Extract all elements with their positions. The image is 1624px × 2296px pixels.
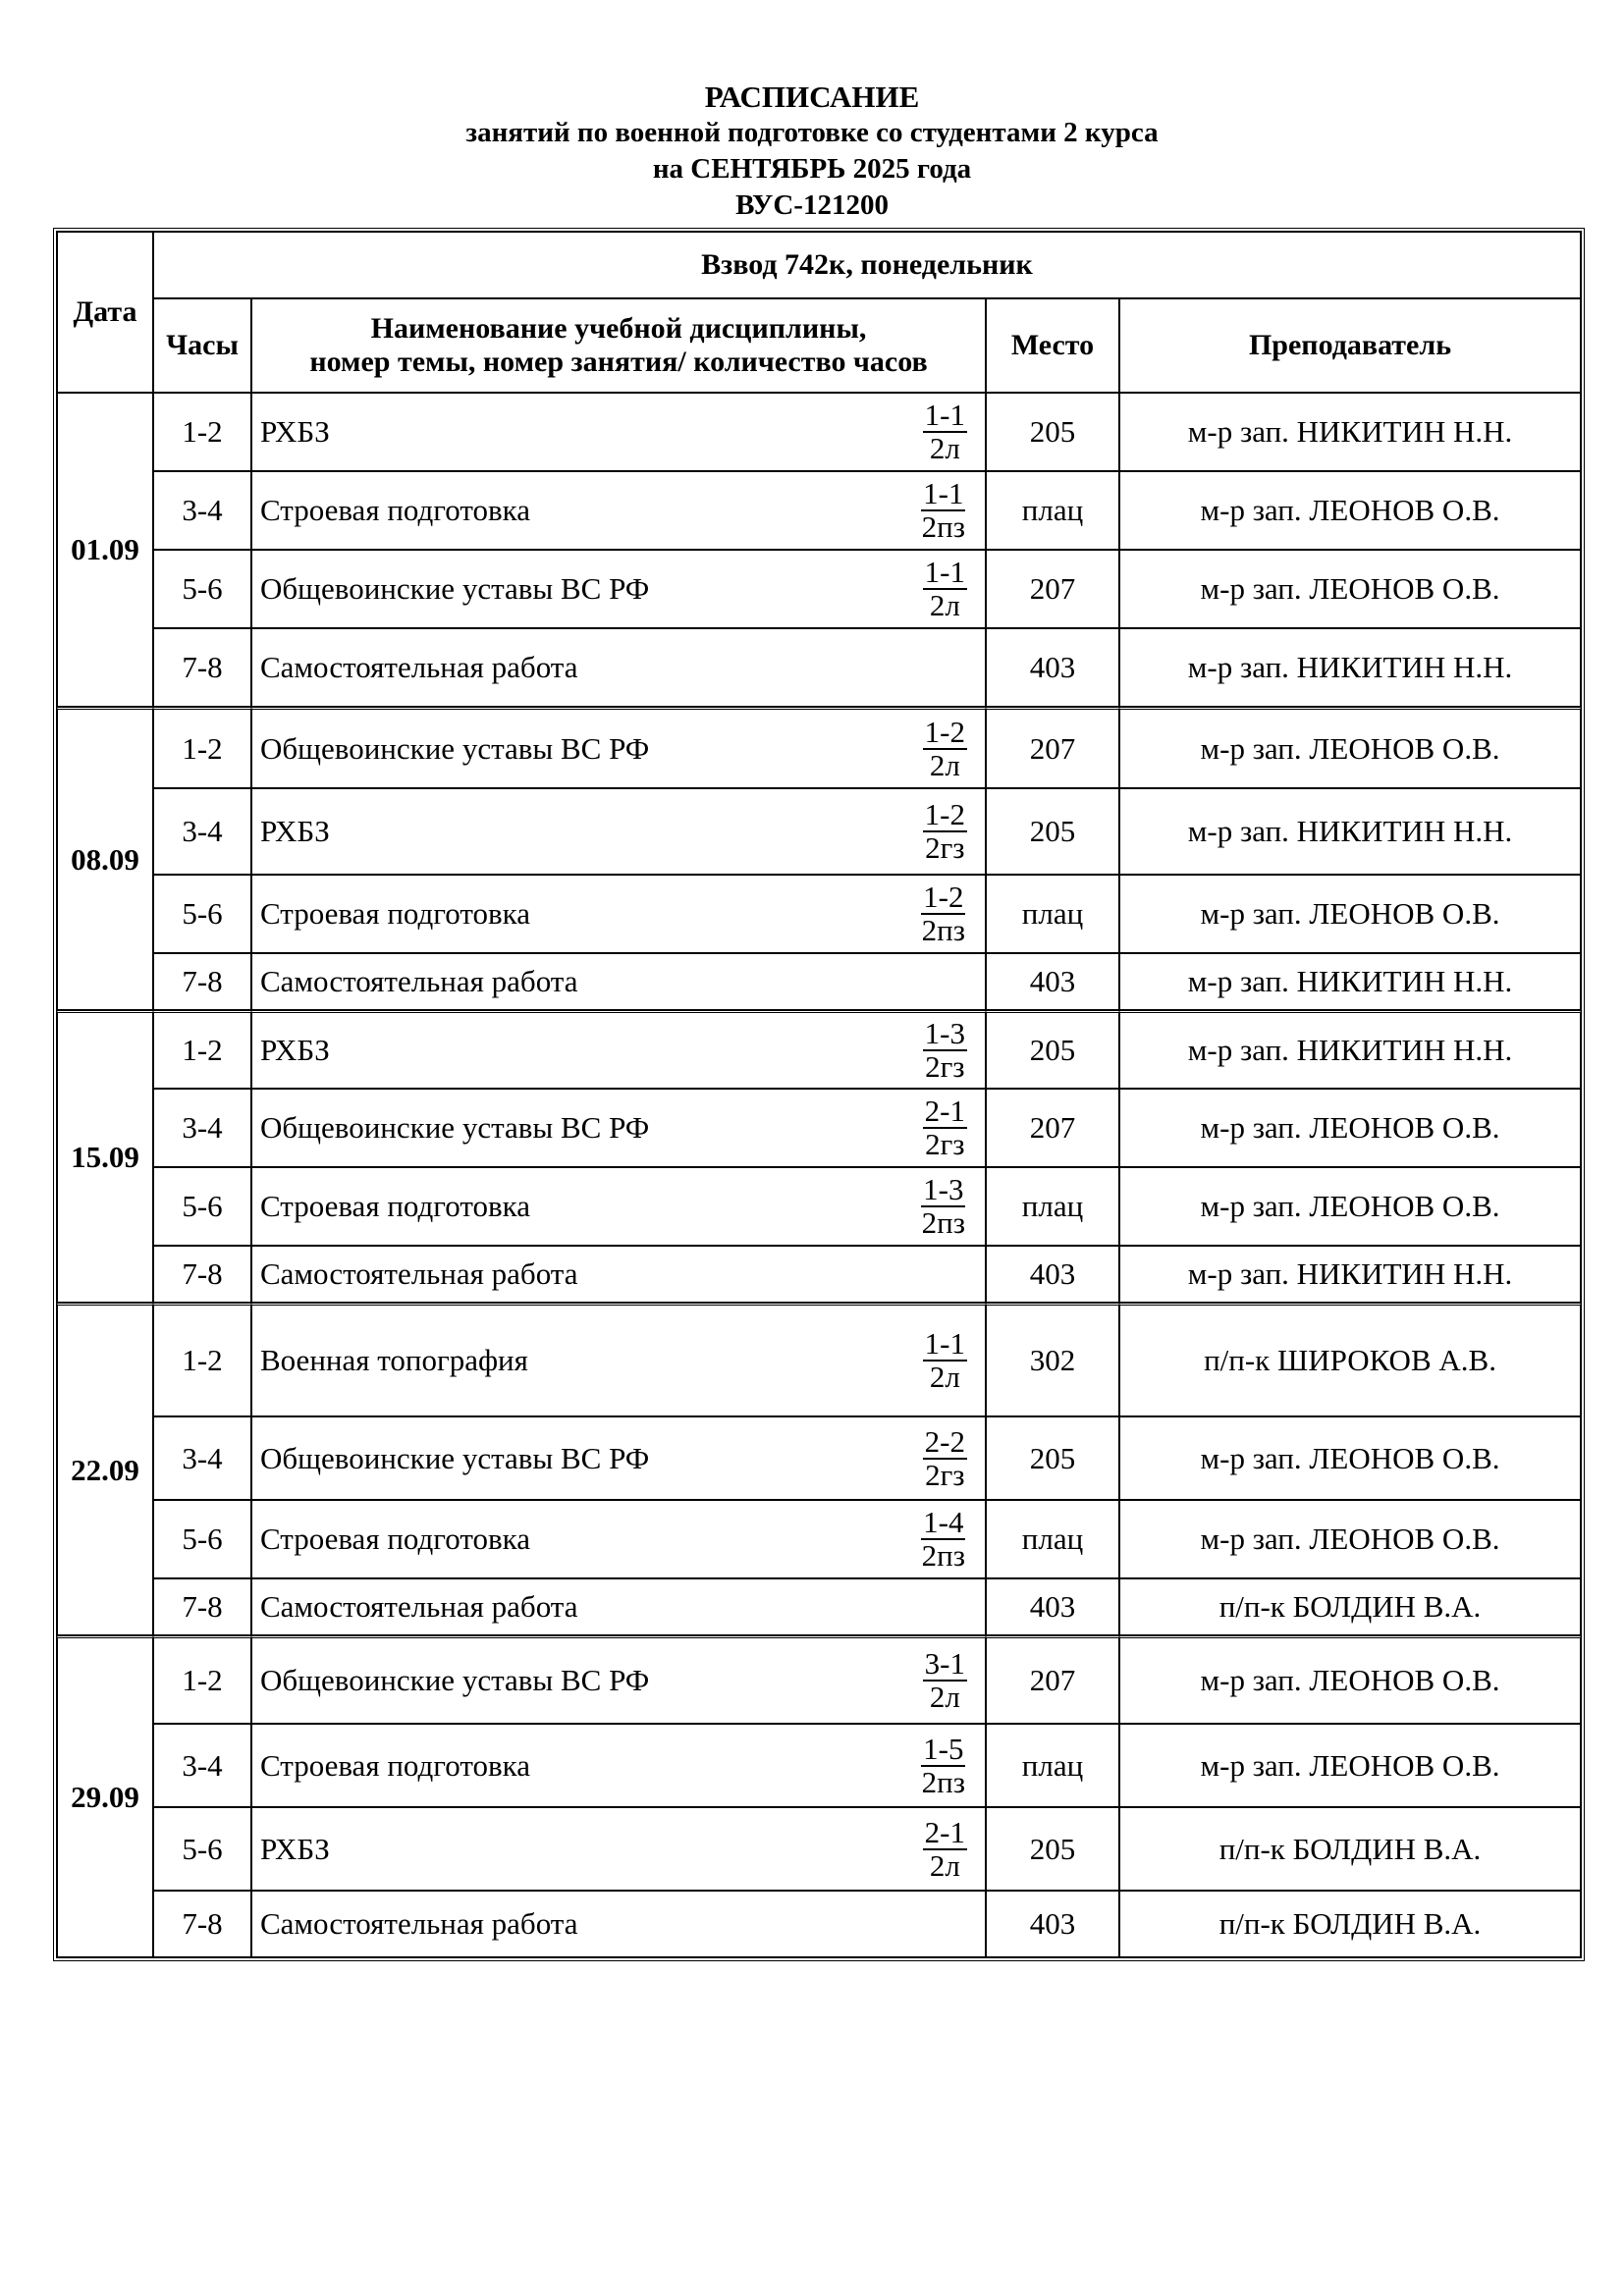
subject-name: Строевая подготовка <box>260 896 530 931</box>
topic-number: 2-1 <box>924 1094 965 1128</box>
teacher-cell: п/п-к БОЛДИН В.А. <box>1119 1891 1581 1957</box>
subject-cell <box>251 1167 986 1246</box>
table-row <box>57 1724 1581 1807</box>
subject-cell <box>251 953 986 1010</box>
place-cell: 403 <box>986 628 1119 707</box>
document-period: на СЕНТЯБРЬ 2025 года <box>652 153 972 185</box>
subject-cell <box>251 1089 986 1167</box>
hours-cell: 3-4 <box>153 1416 251 1500</box>
hours-amount: 2пз <box>921 913 965 947</box>
topic-number: 1-1 <box>924 1326 965 1361</box>
hours-amount: 2гз <box>925 830 965 865</box>
subject-name: Строевая подготовка <box>260 493 530 527</box>
subject-cell <box>251 1500 986 1578</box>
subject-cell <box>251 1416 986 1500</box>
hours-amount: 2л <box>929 588 960 622</box>
subject-cell <box>251 393 986 471</box>
hours-cell: 5-6 <box>153 875 251 953</box>
date-cell: 01.09 <box>57 393 153 707</box>
table-row <box>57 393 1581 471</box>
table-row <box>57 788 1581 875</box>
col-header-place: Место <box>986 298 1119 393</box>
place-cell: 207 <box>986 550 1119 628</box>
teacher-cell: м-р зап. НИКИТИН Н.Н. <box>1119 953 1581 1010</box>
table-row <box>57 628 1581 707</box>
place-cell: плац <box>986 1167 1119 1246</box>
topic-lesson-fraction <box>923 1018 967 1083</box>
topic-lesson-fraction <box>923 1328 967 1393</box>
table-row <box>57 550 1581 628</box>
topic-lesson-fraction <box>920 1731 967 1799</box>
hours-amount: 2пз <box>921 1205 965 1240</box>
subject-cell <box>251 1303 986 1416</box>
table-row <box>57 953 1581 1010</box>
teacher-cell: м-р зап. ЛЕОНОВ О.В. <box>1119 1500 1581 1578</box>
table-row <box>57 707 1581 788</box>
teacher-cell: м-р зап. ЛЕОНОВ О.В. <box>1119 471 1581 550</box>
subject-cell <box>251 1635 986 1724</box>
table-row <box>57 1167 1581 1246</box>
platoon-header: Взвод 742к, понедельник <box>153 232 1581 298</box>
table-row <box>57 471 1581 550</box>
teacher-cell: м-р зап. ЛЕОНОВ О.В. <box>1119 550 1581 628</box>
hours-cell: 1-2 <box>153 707 251 788</box>
subject-name: РХБЗ <box>260 414 330 449</box>
topic-number: 1-1 <box>924 398 965 432</box>
subject-name: Общевоинские уставы ВС РФ <box>260 1440 650 1475</box>
table-row <box>57 1303 1581 1416</box>
teacher-cell: м-р зап. ЛЕОНОВ О.В. <box>1119 1089 1581 1167</box>
place-cell: 302 <box>986 1303 1119 1416</box>
subject-name: Самостоятельная работа <box>260 964 578 998</box>
hours-amount: 2пз <box>921 509 965 544</box>
date-cell: 22.09 <box>57 1303 153 1635</box>
schedule-body <box>57 393 1581 1957</box>
subject-name: РХБЗ <box>260 1033 330 1067</box>
topic-lesson-fraction <box>923 714 967 782</box>
hours-amount: 2пз <box>921 1764 965 1799</box>
topic-lesson-fraction <box>923 1095 967 1160</box>
place-cell: 403 <box>986 953 1119 1010</box>
topic-number: 1-3 <box>923 1172 964 1206</box>
subject-cell <box>251 1807 986 1891</box>
teacher-cell: п/п-к БОЛДИН В.А. <box>1119 1807 1581 1891</box>
document-vus-code: ВУС-121200 <box>735 189 889 221</box>
date-cell: 15.09 <box>57 1010 153 1303</box>
topic-number: 1-2 <box>924 714 965 749</box>
place-cell: плац <box>986 471 1119 550</box>
place-cell: плац <box>986 875 1119 953</box>
subject-cell <box>251 1578 986 1635</box>
topic-lesson-fraction <box>923 1814 967 1883</box>
table-row <box>57 1246 1581 1303</box>
topic-lesson-fraction <box>920 881 967 946</box>
teacher-cell: м-р зап. ЛЕОНОВ О.В. <box>1119 1724 1581 1807</box>
hours-cell: 1-2 <box>153 1303 251 1416</box>
teacher-cell: м-р зап. ЛЕОНОВ О.В. <box>1119 1167 1581 1246</box>
topic-lesson-fraction <box>923 1648 967 1713</box>
teacher-cell: п/п-к ШИРОКОВ А.В. <box>1119 1303 1581 1416</box>
subject-cell <box>251 707 986 788</box>
document-subtitle: занятий по военной подготовке со студентами 2 курса <box>465 117 1159 148</box>
hours-amount: 2л <box>929 1847 960 1883</box>
topic-lesson-fraction <box>920 1174 967 1239</box>
topic-number: 1-3 <box>924 1016 965 1050</box>
topic-number: 1-1 <box>923 476 964 510</box>
topic-lesson-fraction <box>920 1507 967 1572</box>
place-cell: 403 <box>986 1578 1119 1635</box>
hours-cell: 3-4 <box>153 788 251 875</box>
teacher-cell: м-р зап. НИКИТИН Н.Н. <box>1119 628 1581 707</box>
hours-cell: 5-6 <box>153 1807 251 1891</box>
place-cell: 205 <box>986 788 1119 875</box>
hours-amount: 2гз <box>925 1127 965 1161</box>
topic-number: 2-2 <box>924 1423 965 1459</box>
subject-name: Самостоятельная работа <box>260 650 578 684</box>
hours-cell: 1-2 <box>153 393 251 471</box>
topic-lesson-fraction <box>923 557 967 621</box>
subject-name: Строевая подготовка <box>260 1747 530 1783</box>
hours-cell: 7-8 <box>153 953 251 1010</box>
subject-cell <box>251 1724 986 1807</box>
place-cell: плац <box>986 1724 1119 1807</box>
col-header-subject-line1: Наименование учебной дисциплины, <box>370 312 867 345</box>
teacher-cell: м-р зап. НИКИТИН Н.Н. <box>1119 1246 1581 1303</box>
hours-amount: 2л <box>929 1360 960 1394</box>
schedule-table <box>53 228 1585 1961</box>
topic-number: 1-5 <box>923 1731 964 1766</box>
col-header-teacher: Преподаватель <box>1119 298 1581 393</box>
hours-cell: 5-6 <box>153 550 251 628</box>
topic-lesson-fraction <box>923 1423 967 1492</box>
topic-lesson-fraction <box>923 799 967 864</box>
subject-name: Общевоинские уставы ВС РФ <box>260 571 650 606</box>
teacher-cell: м-р зап. ЛЕОНОВ О.В. <box>1119 1635 1581 1724</box>
place-cell: 207 <box>986 707 1119 788</box>
table-row <box>57 875 1581 953</box>
hours-cell: 1-2 <box>153 1010 251 1089</box>
col-header-date: Дата <box>57 232 153 393</box>
subject-name: Строевая подготовка <box>260 1522 530 1556</box>
teacher-cell: м-р зап. НИКИТИН Н.Н. <box>1119 788 1581 875</box>
place-cell: 207 <box>986 1635 1119 1724</box>
subject-name: Самостоятельная работа <box>260 1906 578 1941</box>
teacher-cell: м-р зап. НИКИТИН Н.Н. <box>1119 393 1581 471</box>
subject-name: РХБЗ <box>260 814 330 848</box>
place-cell: 205 <box>986 1010 1119 1089</box>
hours-cell: 1-2 <box>153 1635 251 1724</box>
hours-cell: 5-6 <box>153 1167 251 1246</box>
topic-number: 1-4 <box>923 1505 964 1539</box>
hours-cell: 5-6 <box>153 1500 251 1578</box>
table-row <box>57 1500 1581 1578</box>
date-cell: 08.09 <box>57 707 153 1010</box>
teacher-cell: м-р зап. ЛЕОНОВ О.В. <box>1119 707 1581 788</box>
subject-name: Самостоятельная работа <box>260 1589 578 1624</box>
hours-amount: 2л <box>929 431 960 465</box>
document-title: РАСПИСАНИЕ <box>704 80 920 114</box>
subject-cell <box>251 550 986 628</box>
table-row <box>57 1807 1581 1891</box>
place-cell: 205 <box>986 393 1119 471</box>
hours-amount: 2л <box>929 1680 960 1714</box>
subject-cell <box>251 1246 986 1303</box>
date-cell: 29.09 <box>57 1635 153 1957</box>
hours-cell: 3-4 <box>153 1089 251 1167</box>
subject-name: РХБЗ <box>260 1831 330 1866</box>
col-header-subject <box>251 298 986 393</box>
topic-number: 2-1 <box>924 1814 965 1849</box>
topic-number: 1-1 <box>924 555 965 589</box>
col-header-hours: Часы <box>153 298 251 393</box>
hours-amount: 2пз <box>921 1538 965 1573</box>
table-row <box>57 1891 1581 1957</box>
hours-cell: 3-4 <box>153 471 251 550</box>
subject-cell <box>251 788 986 875</box>
teacher-cell: м-р зап. ЛЕОНОВ О.В. <box>1119 1416 1581 1500</box>
table-row <box>57 1416 1581 1500</box>
subject-name: Общевоинские уставы ВС РФ <box>260 1663 650 1697</box>
topic-number: 3-1 <box>924 1646 965 1681</box>
subject-name: Общевоинские уставы ВС РФ <box>260 1110 650 1145</box>
hours-amount: 2л <box>929 747 960 782</box>
topic-number: 1-2 <box>923 880 964 914</box>
document-header <box>0 79 1624 224</box>
subject-cell <box>251 875 986 953</box>
hours-amount: 2гз <box>925 1457 965 1492</box>
topic-lesson-fraction <box>920 478 967 543</box>
subject-cell <box>251 1891 986 1957</box>
subject-cell <box>251 1010 986 1089</box>
place-cell: 207 <box>986 1089 1119 1167</box>
topic-lesson-fraction <box>923 400 967 464</box>
place-cell: 205 <box>986 1807 1119 1891</box>
hours-cell: 7-8 <box>153 628 251 707</box>
subject-cell <box>251 471 986 550</box>
hours-cell: 7-8 <box>153 1578 251 1635</box>
table-row <box>57 1635 1581 1724</box>
subject-name: Общевоинские уставы ВС РФ <box>260 730 650 766</box>
subject-name: Строевая подготовка <box>260 1189 530 1223</box>
col-header-subject-line2: номер темы, номер занятия/ количество часов <box>309 346 928 378</box>
table-row <box>57 1578 1581 1635</box>
subject-cell <box>251 628 986 707</box>
place-cell: 205 <box>986 1416 1119 1500</box>
teacher-cell: м-р зап. НИКИТИН Н.Н. <box>1119 1010 1581 1089</box>
place-cell: плац <box>986 1500 1119 1578</box>
hours-amount: 2гз <box>925 1049 965 1084</box>
teacher-cell: м-р зап. ЛЕОНОВ О.В. <box>1119 875 1581 953</box>
topic-number: 1-2 <box>924 797 965 831</box>
hours-cell: 7-8 <box>153 1246 251 1303</box>
hours-cell: 3-4 <box>153 1724 251 1807</box>
table-row <box>57 1010 1581 1089</box>
subject-name: Военная топография <box>260 1343 528 1377</box>
table-row <box>57 1089 1581 1167</box>
teacher-cell: п/п-к БОЛДИН В.А. <box>1119 1578 1581 1635</box>
subject-name: Самостоятельная работа <box>260 1256 578 1291</box>
place-cell: 403 <box>986 1891 1119 1957</box>
hours-cell: 7-8 <box>153 1891 251 1957</box>
place-cell: 403 <box>986 1246 1119 1303</box>
